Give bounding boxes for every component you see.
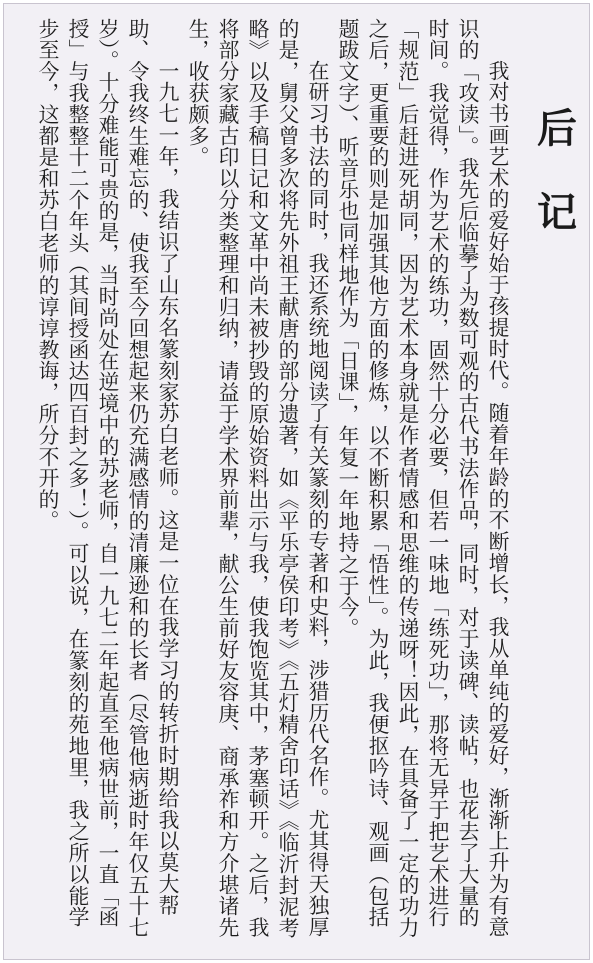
book-page xyxy=(3,3,590,960)
title-char-2: 记 xyxy=(537,190,577,236)
afterword-body xyxy=(16,18,512,948)
paragraph-3: 一九七一年，我结识了山东名篆刻家苏白老师。这是一位在我学习的转折时期给我以莫大帮助、令我终生难忘的、使我至今回想起来仍充满感情的清廉逊和的长者（尽管他病逝时年仅五十七岁）。十分难能可贵的是，当时尚处在逆境中的苏老师，自一九七二年起直至他病世前，一直「函授」与我整整十二个年头（其间授函达四百封之多！）。可以说，在篆刻的苑地里，我之所以能学步至今，这都是和苏白老师的谆谆教诲，所分不开的。 xyxy=(35,18,179,939)
paragraph-1: 我对书画艺术的爱好始于孩提时代。随着年龄的不断增长，我从单纯的爱好，渐渐上升为有意识的「攻读」。我先后临摹了为数可观的古代书法作品，同时，对于读碑、读帖，也花去了大量的时间。我觉得，作为艺术的练功，固然十分必要，但若一味地「练死功」，那将无异于把艺术进行「规范」后赶进死胡同，因为艺术本身就是作者情感和思维的传递呀！因此，在具备了一定的功力之后，更重要的则是加强其他方面的修炼，以不断积累「悟性」。为此，我便抠吟诗、观画（包括题跋文字）、听音乐也同样地作为「日课」，年复一年地持之于今。 xyxy=(335,18,509,939)
title-char-1: 后 xyxy=(537,106,577,152)
paragraph-2: 在研习书法的同时，我还系统地阅读了有关篆刻的专著和史料，涉猎历代名作。尤其得天独厚的是，舅父曾多次将先外祖王献唐的部分遗著，如《平乐亭侯印考》《五灯精舍印话》《临沂封泥考略》以及手稿日记和文革中尚未被抄毁的原始资料出示与我，使我饱览其中，茅塞顿开。之后，我将部分家藏古印以分类整理和归纳，请益于学术界前辈，献公生前好友容庚、商承祚和方介堪诸先生，收获颇多。 xyxy=(185,18,329,939)
page-title xyxy=(532,106,582,236)
